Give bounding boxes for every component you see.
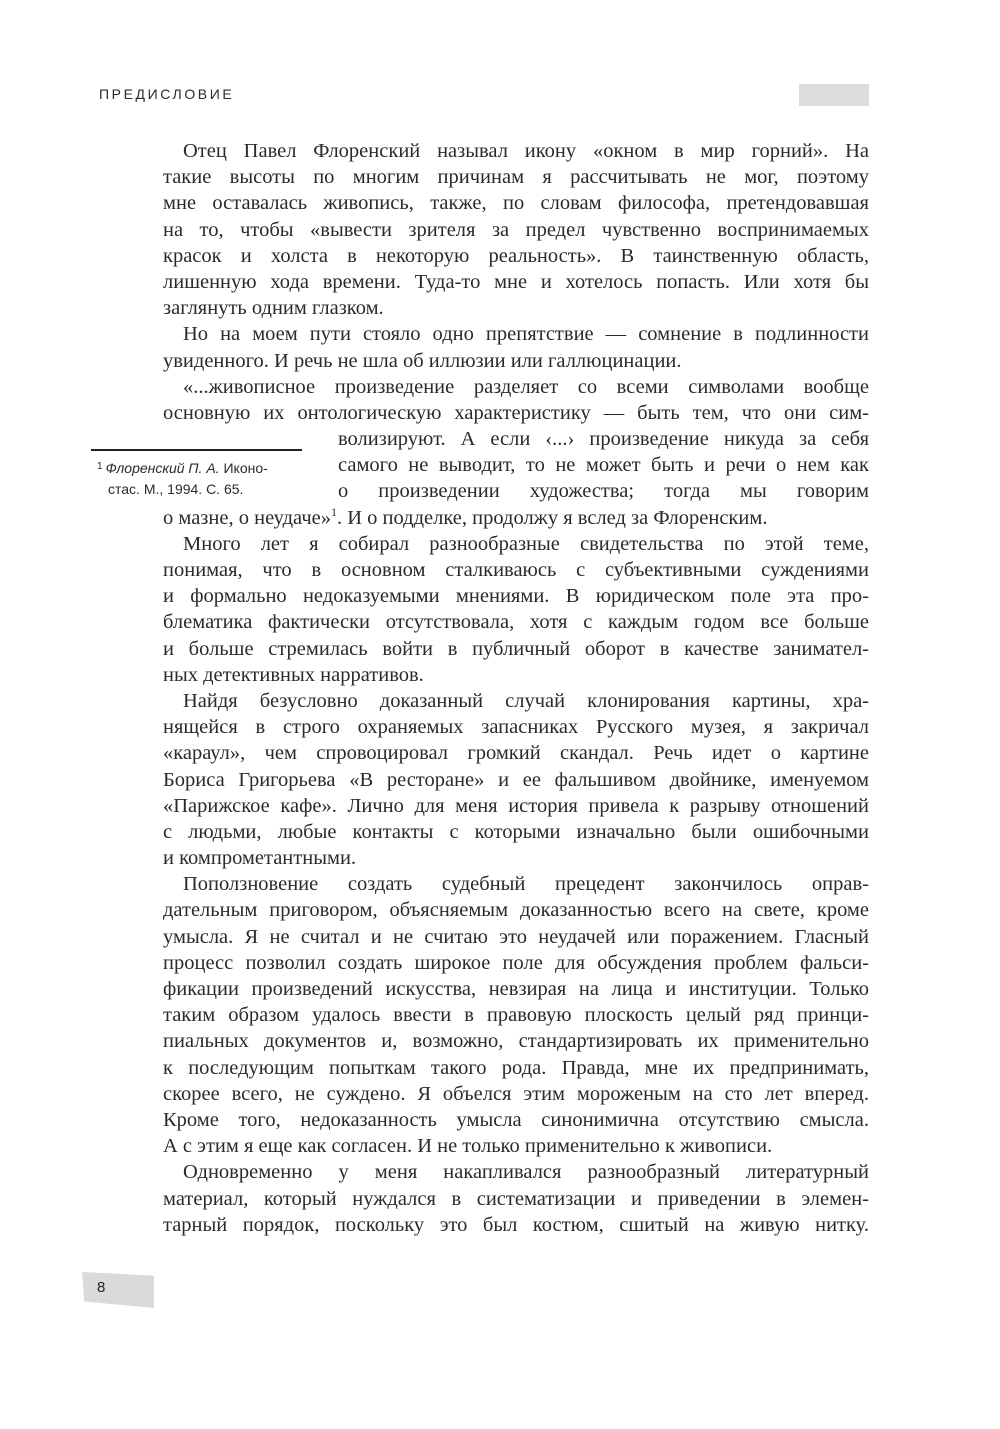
text-line: материал, который нуждался в систематизации и приведении в элемен- — [163, 1187, 869, 1210]
text-line: увиденного. И речь не шла об иллюзии или галлюцинации. — [163, 349, 682, 372]
footnote-reference[interactable]: 1 — [330, 504, 337, 519]
text-line: такие высоты по многим причинам я рассчитывать не мог, поэтому — [163, 166, 869, 189]
text-line: мне оставалась живопись, также, по словам философа, претендовавшая — [163, 192, 869, 215]
header-tab-decoration — [799, 84, 869, 106]
footnote-title-continued: стас. М., 1994. С. 65. — [108, 481, 244, 497]
text-line: и формально недоказуемыми мнениями. В юридическом поле эта про- — [163, 585, 869, 608]
text-line: заглянуть одним глазком. — [163, 297, 384, 320]
text-line: основную их онтологическую характеристику — быть тем, что они сим- — [163, 401, 869, 424]
text-line: и больше стремилась войти в публичный оборот в качестве занимател- — [163, 637, 869, 660]
text-line: тарный порядок, поскольку это был костюм, сшитый на живую нитку. — [163, 1213, 869, 1236]
text-line: фикации произведений искусства, невзирая на лица и институции. Только — [163, 978, 869, 1000]
text-line: Много лет я собирал разнообразные свидетельства по этой теме, — [183, 532, 869, 555]
text-line: Но на моем пути стояло одно препятствие — сомнение в подлинности — [183, 323, 869, 346]
text-line-with-footnote — [163, 505, 869, 531]
body-text — [163, 138, 869, 1238]
footnote — [97, 456, 312, 500]
text-line: скорее всего, не суждено. Я объелся этим мороженым на сто лет вперед. — [163, 1082, 869, 1105]
page-number: 8 — [97, 1279, 106, 1296]
text-line: самого не выводит, то не может быть и речи о нем как — [338, 454, 869, 477]
text-line: Одновременно у меня накапливался разнообразный литературный — [183, 1161, 869, 1184]
text-line: Найдя безусловно доказанный случай клонирования картины, хра- — [183, 689, 869, 712]
text-line: «...живописное произведение разделяет со всеми символами вообще — [183, 375, 869, 398]
text-line: к последующим попыткам такого рода. Правда, мне их предпринимать, — [163, 1056, 869, 1079]
page-number-tab — [82, 1272, 154, 1308]
text-line: пиальных документов и, возможно, стандартизировать их применительно — [163, 1030, 869, 1053]
text-line: «Парижское кафе». Лично для меня история привела к разрыву отношений — [163, 794, 869, 817]
text-line: на то, чтобы «вывести зрителя за предел чувственно воспринимаемых — [163, 218, 869, 241]
text-line: нящейся в строго охраняемых запасниках Русского музея, я закричал — [163, 716, 869, 739]
text-line: процесс позволил создать широкое поле для обсуждения проблем фальси- — [163, 951, 869, 974]
text-line: понимая, что в основном сталкиваюсь с субъективными суждениями — [163, 559, 869, 581]
text-line: блематика фактически отсутствовала, хотя с каждым годом все больше — [163, 611, 869, 634]
text-line: Отец Павел Флоренский называл икону «окном в мир горний». На — [183, 140, 869, 162]
text-line: волизируют. А если ‹...› произведение никуда за себя — [338, 428, 869, 451]
text-line: дательным приговором, объясняемым доказанностью всего на свете, кроме — [163, 899, 869, 922]
footnote-number: 1 — [97, 461, 103, 472]
footnote-separator — [91, 449, 302, 451]
text-line: А с этим я еще как согласен. И не только применительно к живописи. — [163, 1135, 773, 1158]
text-line: умысла. Я не считал и не считаю это неудачей или поражением. Гласный — [163, 925, 869, 948]
text-line: Бориса Григорьева «В ресторане» и ее фальшивом двойнике, именуемом — [163, 768, 869, 791]
text-line: Поползновение создать судебный прецедент закончилось оправ- — [183, 873, 869, 896]
text-line: лишенную хода времени. Туда-то мне и хотелось попасть. Или хотя бы — [163, 270, 869, 293]
footnote-title: Иконо- — [219, 460, 268, 476]
text-line: красок и холста в некоторую реальность». В таинственную область, — [163, 244, 869, 267]
text-line: Кроме того, недоказанность умысла синонимична отсутствию смысла. — [163, 1108, 869, 1131]
text-line: «караул», чем спровоцировал громкий скандал. Речь идет о картине — [163, 742, 869, 765]
text-line: о произведении художества; тогда мы говорим — [338, 480, 869, 503]
quote-end: о мазне, о неудаче» — [163, 506, 331, 529]
text-line: с людьми, любые контакты с которыми изначально были ошибочными — [163, 820, 869, 843]
running-head-title: ПРЕДИСЛОВИЕ — [99, 86, 235, 102]
text-line: ных детективных нарративов. — [163, 663, 424, 686]
text-line: таким образом удалось ввести в правовую плоскость целый ряд принци- — [163, 1004, 869, 1027]
text-line: и компрометантными. — [163, 847, 357, 870]
text-continuation: . И о подделке, продолжу я вслед за Флоренским. — [336, 506, 768, 529]
footnote-author: Флоренский П. А. — [105, 460, 220, 476]
